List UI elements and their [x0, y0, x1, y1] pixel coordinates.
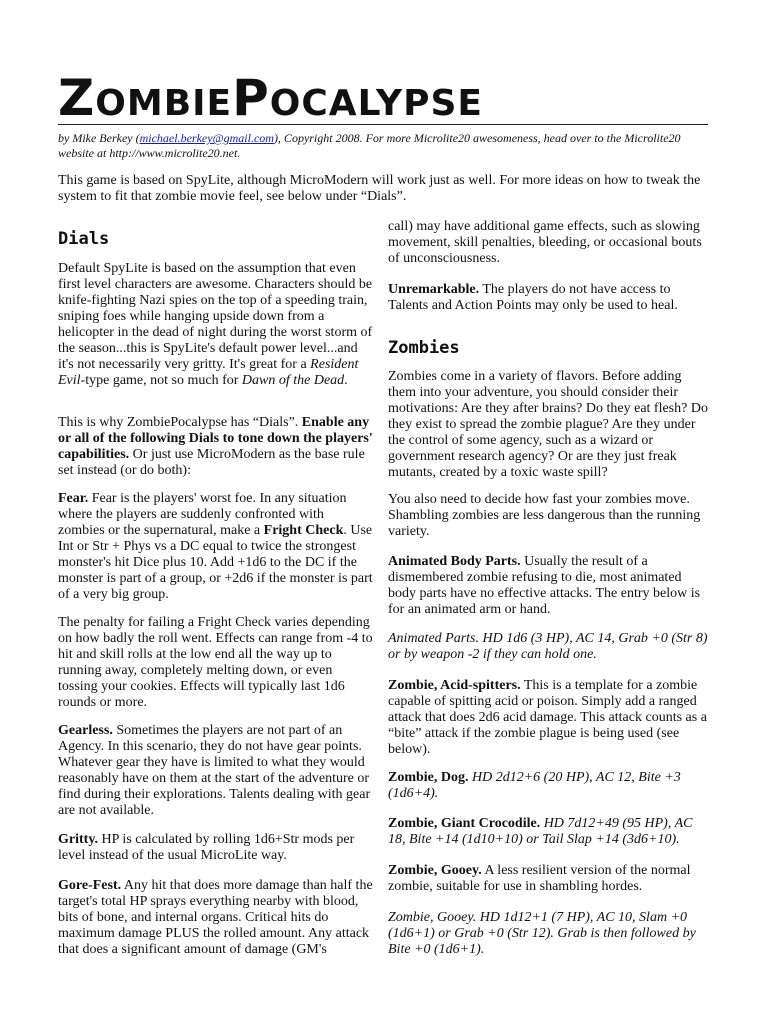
- zombie-gooey-paragraph: [388, 863, 710, 895]
- animated-body-parts-label: Animated Body Parts.: [388, 554, 521, 569]
- unremarkable-paragraph: [388, 282, 710, 314]
- credits-by: by Mike Berkey (: [58, 131, 140, 145]
- dials-p1-text-a: Default SpyLite is based on the assumption that even first level characters are awesome. Characters should be knife-fighting Nazi spies on the top of a speeding train, sniping foes while hanging upside down from a helicopter in the dead of night during the worst storm of the season...this is SpyLite's default power level...and it's not necessarily very gritty. It's great for a: [58, 261, 373, 372]
- zombie-dog-label: Zombie, Dog.: [388, 770, 469, 785]
- zombie-crocodile-stats: HD 7d12+49 (95 HP), AC 18, Bite +14 (1d10+10) or Tail Slap +14 (3d6+10).: [388, 816, 693, 847]
- fear-label: Fear.: [58, 491, 89, 506]
- unremarkable-text: The players do not have access to Talents and Action Points may only be used to heal.: [388, 282, 678, 313]
- dials-p1-text-c: .: [344, 373, 348, 388]
- zombies-paragraph-2: You also need to decide how fast your zombies move. Shambling zombies are less dangerous than the running variety.: [388, 492, 701, 539]
- gearless-text: Sometimes the players are not part of an Agency. In this scenario, they do not have gear points. Whatever gear they have is limited to what they would reasonably have on them at the start of the adventure or find during their explorations. Talents dealing with gear are not available.: [58, 723, 371, 818]
- gritty-paragraph: [58, 832, 374, 864]
- credits-line: [58, 131, 708, 161]
- title-letter-p: P: [232, 69, 270, 127]
- penalty-paragraph: The penalty for failing a Fright Check varies depending on how badly the roll went. Effects can range from -4 to hit and skill rolls at the low end all the way up to running away, completely melting down, or even tossing your cookies. Effects will typically last 1d6 rounds or more.: [58, 615, 373, 710]
- gore-fest-paragraph: [58, 878, 374, 958]
- gearless-label: Gearless.: [58, 723, 113, 738]
- animated-body-parts-text: Usually the result of a dismembered zombie refusing to die, most animated body parts have no effective attacks. The entry below is for an animated arm or hand.: [388, 554, 701, 617]
- page-title: [58, 69, 710, 130]
- acid-spitters-label: Zombie, Acid-spitters.: [388, 678, 521, 693]
- zombie-gooey-label: Zombie, Gooey.: [388, 863, 482, 878]
- dials-p2-text-a: This is why ZombiePocalypse has “Dials”.: [58, 415, 302, 430]
- author-email-link[interactable]: michael.berkey@gmail.com: [139, 131, 274, 145]
- animated-parts-stats: [388, 631, 710, 663]
- intro-paragraph: This game is based on SpyLite, although MicroModern will work just as well. For more ideas on how to tweak the system to fit that zombie movie feel, see below under “Dials”.: [58, 173, 701, 204]
- section-heading-zombies: Zombies: [388, 338, 460, 358]
- fear-text-b: . Use Int or Str + Phys vs a DC equal to twice the strongest monster's hit Dice plus 10. Add +1d6 to the DC if the monster is part of a group, or +2d6 if the monster is part of a very big group.: [58, 523, 373, 602]
- fear-paragraph: [58, 491, 374, 603]
- gearless-paragraph: [58, 723, 374, 819]
- animated-body-parts-paragraph: [388, 554, 710, 618]
- acid-spitters-paragraph: [388, 678, 710, 758]
- fear-text-a: Fear is the players' worst foe. In any situation where the players are suddenly confronted with zombies or the supernatural, make a: [58, 491, 347, 538]
- gore-fest-label: Gore-Fest.: [58, 878, 122, 893]
- section-heading-dials: Dials: [58, 229, 110, 249]
- gritty-label: Gritty.: [58, 832, 99, 847]
- acid-spitters-text: This is a template for a zombie capable of spitting acid or poison. Simply add a ranged attack that does 2d6 acid damage. This attack counts as a “bite” attack if the zombie plague is being used (see below).: [388, 678, 707, 757]
- dials-paragraph-2: [58, 415, 374, 479]
- zombie-dog-entry: [388, 770, 710, 802]
- title-divider: [58, 124, 708, 125]
- dials-p2-text-b: Or just use MicroModern as the base rule set instead (or do both):: [58, 447, 365, 478]
- dials-p1-em-1: Resident Evil: [58, 357, 359, 388]
- dials-p1-text-b: -type game, not so much for: [80, 373, 242, 388]
- title-part-ocalypse: OCALYPSE: [269, 83, 483, 124]
- credits-rest: ), Copyright 2008. For more Microlite20 awesomeness, head over to the Microlite20 website at http://www.microlite20.net.: [58, 131, 681, 160]
- gore-fest-continued: call) may have additional game effects, such as slowing movement, skill penalties, bleeding, or occasional bouts of unconsciousness.: [388, 219, 702, 266]
- title-letter-z: Z: [58, 69, 96, 127]
- gritty-text: HP is calculated by rolling 1d6+Str mods per level instead of the usual MicroLite way.: [58, 832, 355, 863]
- zombie-crocodile-label: Zombie, Giant Crocodile.: [388, 816, 541, 831]
- animated-parts-stats-text: Animated Parts. HD 1d6 (3 HP), AC 14, Grab +0 (Str 8) or by weapon -2 if they can hold one.: [388, 631, 708, 662]
- dials-p2-bold: Enable any or all of the following Dials to tone down the players' capabilities.: [58, 415, 373, 462]
- unremarkable-label: Unremarkable.: [388, 282, 480, 297]
- zombie-dog-stats: HD 2d12+6 (20 HP), AC 12, Bite +3 (1d6+4).: [388, 770, 681, 801]
- dials-p1-em-2: Dawn of the Dead: [241, 373, 345, 388]
- fright-check-term: Fright Check: [263, 523, 344, 538]
- gore-fest-text: Any hit that does more damage than half the target's total HP sprays everything nearby with blood, bits of bone, and internal organs. Critical hits do maximum damage PLUS the rolled amount. Any attack that does a significant amount of damage (GM's: [58, 878, 373, 957]
- zombie-gooey-stats-text: Zombie, Gooey. HD 1d12+1 (7 HP), AC 10, Slam +0 (1d6+1) or Grab +0 (Str 12). Grab is then followed by Bite +0 (1d6+1).: [388, 910, 696, 957]
- zombie-gooey-stats: [388, 910, 710, 958]
- zombie-crocodile-entry: [388, 816, 710, 848]
- title-part-ombie: OMBIE: [95, 83, 233, 124]
- zombies-paragraph-1: Zombies come in a variety of flavors. Before adding them into your adventure, you should consider their motivations: Are they after brains? Do they eat flesh? Do they exist to spread the zombie plague? Are they under the control of some agency, such as a wizard or government research agency? Or are they just freak mutants, created by a toxic waste spill?: [388, 369, 708, 480]
- zombie-gooey-text: A less resilient version of the normal zombie, suitable for use in shambling hordes.: [388, 863, 691, 894]
- dials-paragraph-1: [58, 261, 374, 389]
